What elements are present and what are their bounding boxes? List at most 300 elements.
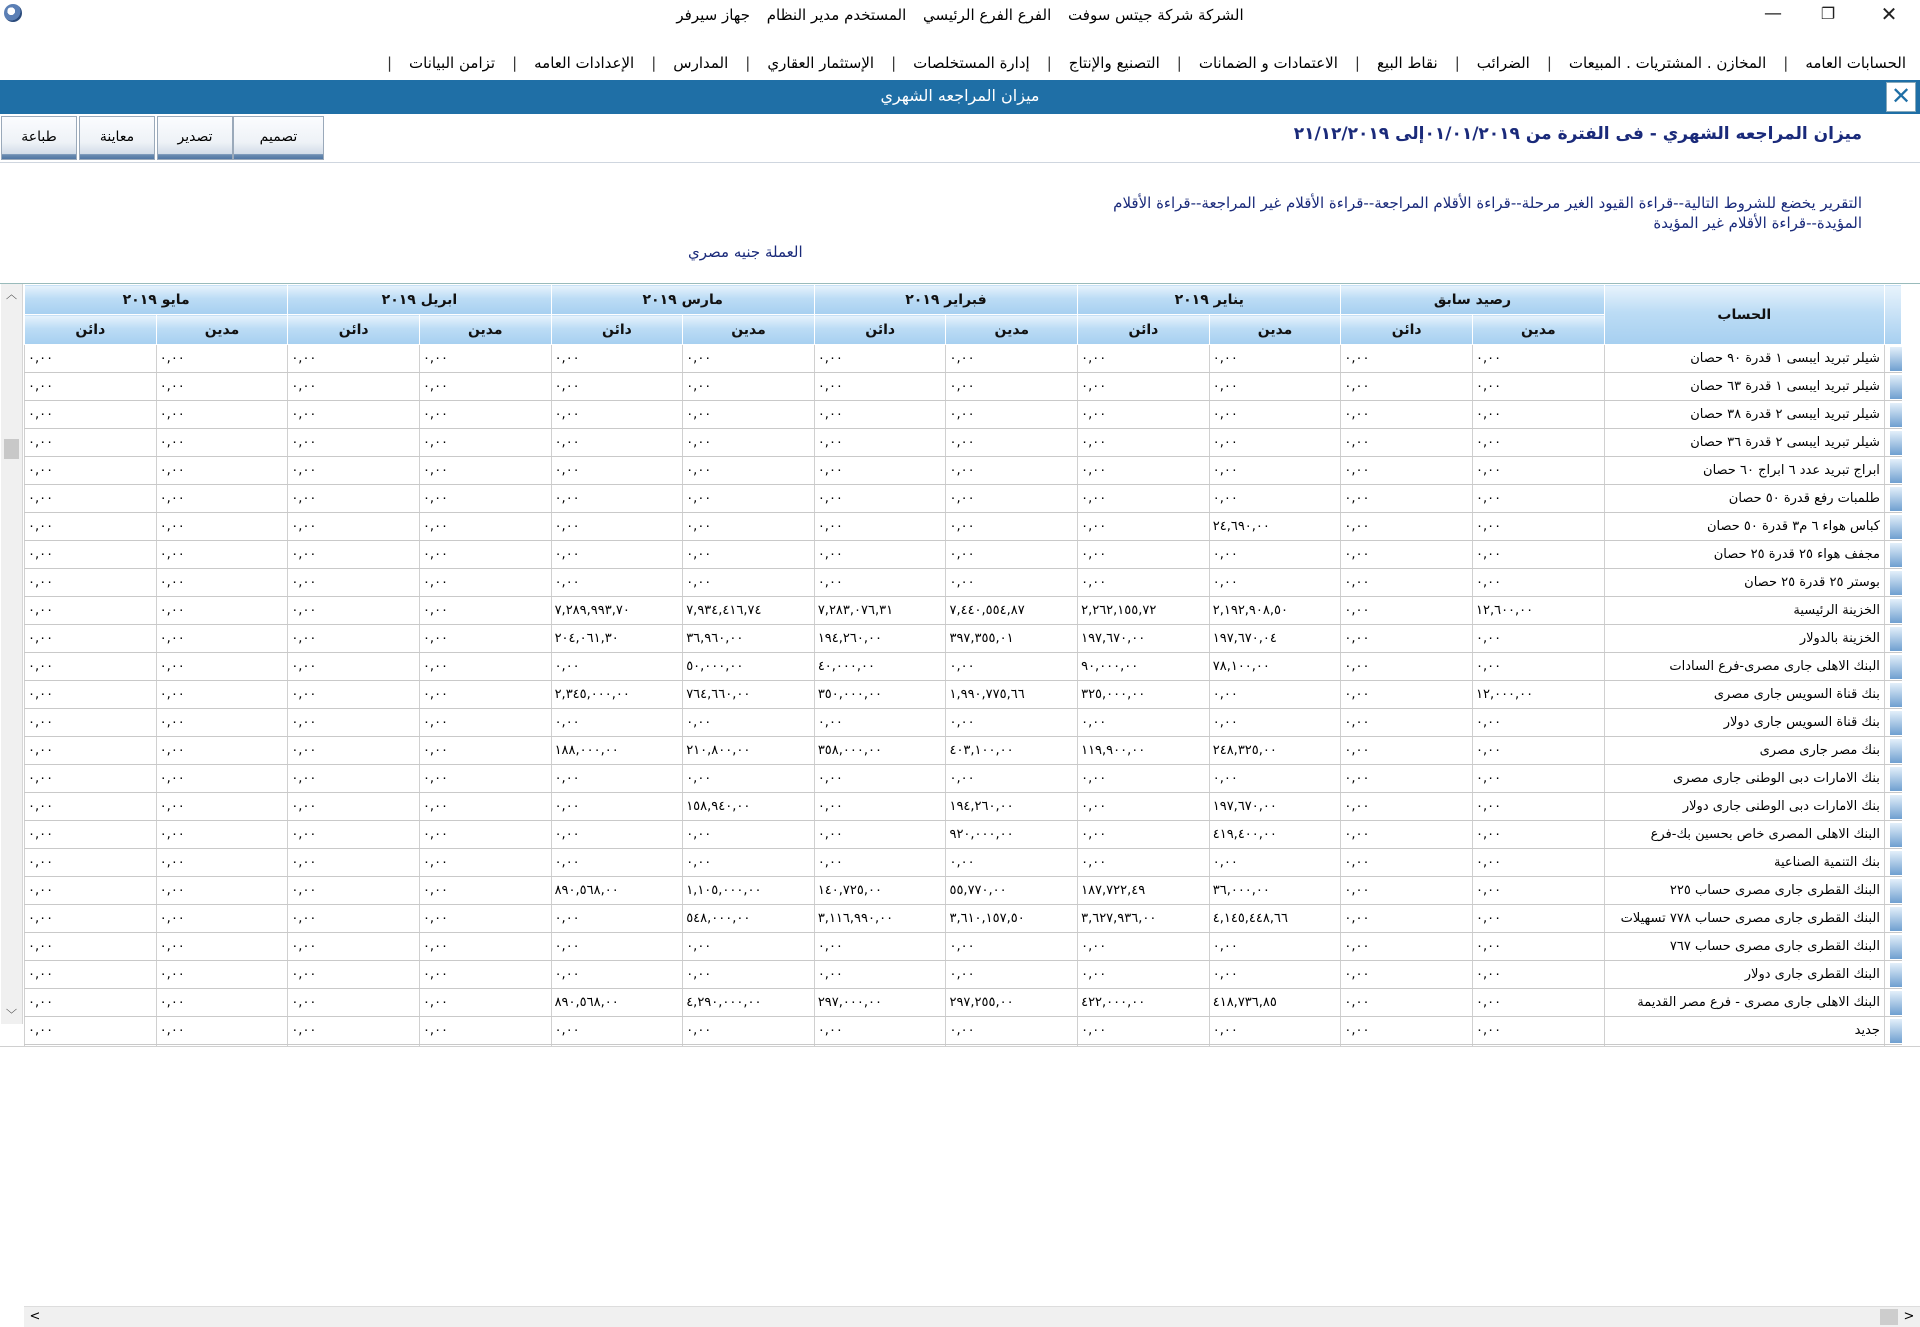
column-header-credit[interactable]: دائن [551, 315, 683, 345]
table-row[interactable] [25, 653, 1902, 681]
credit-cell: ٢٩٧,٠٠٠,٠٠ [814, 989, 946, 1017]
scroll-down-icon[interactable]: ﹀ [6, 1008, 17, 1021]
debit-cell: ٠,٠٠ [419, 541, 551, 569]
column-header-credit[interactable]: دائن [1078, 315, 1210, 345]
table-row[interactable] [25, 569, 1902, 597]
debit-cell: ٠,٠٠ [419, 345, 551, 373]
credit-cell: ٠,٠٠ [288, 625, 420, 653]
debit-cell: ٧,٤٤٠,٥٥٤,٨٧ [946, 597, 1078, 625]
credit-cell: ٠,٠٠ [25, 905, 157, 933]
column-header-debit[interactable]: مدين [156, 315, 288, 345]
menu-separator: | [1454, 54, 1460, 72]
credit-cell: ٠,٠٠ [551, 765, 683, 793]
credit-cell: ٠,٠٠ [814, 373, 946, 401]
menu-item[interactable]: التصنيع والإنتاج [1068, 54, 1160, 72]
debit-cell: ٠,٠٠ [683, 821, 815, 849]
debit-cell: ٠,٠٠ [1473, 429, 1605, 457]
debit-cell: ٠,٠٠ [419, 401, 551, 429]
debit-cell: ٣,٦١٠,١٥٧,٥٠ [946, 905, 1078, 933]
credit-cell: ٠,٠٠ [1078, 709, 1210, 737]
debit-cell: ٢٤,٦٩٠,٠٠ [1209, 513, 1341, 541]
debit-cell: ٠,٠٠ [156, 569, 288, 597]
row-selector[interactable] [1884, 737, 1901, 765]
debit-cell: ٣٦,٠٠٠,٠٠ [1209, 877, 1341, 905]
debit-cell: ١٢,٦٠٠,٠٠ [1473, 597, 1605, 625]
row-selector-icon [1890, 907, 1902, 931]
debit-cell: ٠,٠٠ [419, 681, 551, 709]
row-selector-header [1884, 285, 1901, 345]
table-row[interactable] [25, 625, 1902, 653]
menu-separator: | [1546, 54, 1552, 72]
horizontal-scrollbar[interactable] [24, 1306, 1920, 1327]
menu-separator: | [891, 54, 897, 72]
credit-cell: ٠,٠٠ [551, 849, 683, 877]
column-group-header[interactable]: رصيد سابق [1341, 285, 1604, 315]
table-row[interactable] [25, 429, 1902, 457]
debit-cell: ٠,٠٠ [156, 681, 288, 709]
menu-item[interactable]: الضرائب [1476, 54, 1530, 72]
table-row[interactable] [25, 905, 1902, 933]
design-button[interactable]: تصميم [233, 116, 324, 160]
close-report-button[interactable]: ✕ [1886, 82, 1916, 112]
row-selector[interactable] [1884, 597, 1901, 625]
credit-cell: ٩٠,٠٠٠,٠٠ [1078, 653, 1210, 681]
debit-cell: ٠,٠٠ [1473, 457, 1605, 485]
credit-cell: ٠,٠٠ [25, 373, 157, 401]
credit-cell: ٠,٠٠ [288, 709, 420, 737]
credit-cell: ٠,٠٠ [288, 345, 420, 373]
table-row[interactable] [25, 765, 1902, 793]
account-cell: البنك القطرى جارى مصرى حساب ٢٢٥ [1604, 877, 1884, 905]
debit-cell: ٠,٠٠ [1473, 989, 1605, 1017]
table-row[interactable] [25, 513, 1902, 541]
column-header-credit[interactable]: دائن [1341, 315, 1473, 345]
debit-cell: ٠,٠٠ [1209, 961, 1341, 989]
menu-item[interactable]: الإستثمار العقاري [767, 54, 875, 72]
credit-cell: ٠,٠٠ [25, 429, 157, 457]
debit-cell: ٠,٠٠ [946, 709, 1078, 737]
credit-cell: ٠,٠٠ [25, 961, 157, 989]
table-row[interactable] [25, 961, 1902, 989]
debit-cell: ٠,٠٠ [156, 513, 288, 541]
credit-cell: ٠,٠٠ [1341, 989, 1473, 1017]
account-cell: بنك قناة السويس جارى دولار [1604, 709, 1884, 737]
credit-cell: ٠,٠٠ [25, 345, 157, 373]
debit-cell: ٠,٠٠ [1473, 877, 1605, 905]
column-header-debit[interactable]: مدين [419, 315, 551, 345]
credit-cell: ٠,٠٠ [814, 513, 946, 541]
debit-cell: ٠,٠٠ [1473, 401, 1605, 429]
debit-cell: ٠,٠٠ [156, 345, 288, 373]
table-row[interactable] [25, 793, 1902, 821]
column-group-header[interactable]: فبراير ٢٠١٩ [814, 285, 1077, 315]
debit-cell: ٠,٠٠ [156, 905, 288, 933]
table-row[interactable] [25, 345, 1902, 373]
menu-item[interactable]: الإعدادات العامه [534, 54, 635, 72]
vertical-scroll-thumb[interactable] [4, 439, 19, 459]
credit-cell: ٠,٠٠ [814, 793, 946, 821]
menu-item[interactable]: إدارة المستخلصات [913, 54, 1030, 72]
title-bar [0, 0, 1920, 30]
credit-cell: ٠,٠٠ [1341, 345, 1473, 373]
row-selector-icon [1890, 655, 1902, 679]
row-selector[interactable] [1884, 709, 1901, 737]
credit-cell: ٠,٠٠ [25, 1017, 157, 1045]
row-selector[interactable] [1884, 961, 1901, 989]
account-cell: شيلر تبريد ايبسى ٢ قدرة ٣٨ حصان [1604, 401, 1884, 429]
credit-cell: ٠,٠٠ [1078, 457, 1210, 485]
row-selector[interactable] [1884, 513, 1901, 541]
credit-cell: ٠,٠٠ [288, 429, 420, 457]
row-selector-icon [1890, 683, 1902, 707]
credit-cell: ٠,٠٠ [288, 597, 420, 625]
debit-cell: ٠,٠٠ [419, 933, 551, 961]
debit-cell: ٣٩٧,٣٥٥,٠١ [946, 625, 1078, 653]
debit-cell: ٠,٠٠ [419, 1017, 551, 1045]
credit-cell: ٠,٠٠ [25, 821, 157, 849]
account-cell: جديد [1604, 1017, 1884, 1045]
account-cell: كباس هواء ٦ م٣ قدرة ٥٠ حصان [1604, 513, 1884, 541]
account-cell: الخزينة الرئيسية [1604, 597, 1884, 625]
credit-cell: ٨٩٠,٥٦٨,٠٠ [551, 989, 683, 1017]
debit-cell: ٠,٠٠ [419, 989, 551, 1017]
row-selector-icon [1890, 711, 1902, 735]
account-cell: ابراج تبريد عدد ٦ ابراج ٦٠ حصان [1604, 457, 1884, 485]
credit-cell: ٠,٠٠ [25, 401, 157, 429]
debit-cell: ٥٥,٧٧٠,٠٠ [946, 877, 1078, 905]
debit-cell: ٠,٠٠ [1209, 569, 1341, 597]
row-selector[interactable] [1884, 401, 1901, 429]
credit-cell: ٠,٠٠ [288, 373, 420, 401]
credit-cell: ٠,٠٠ [25, 933, 157, 961]
currency-label: العملة جنيه مصري [688, 243, 803, 261]
account-cell: بنك الامارات دبى الوطنى جارى مصرى [1604, 765, 1884, 793]
title-device: جهاز سيرفر [676, 6, 750, 24]
row-selector[interactable] [1884, 681, 1901, 709]
debit-cell: ٠,٠٠ [156, 541, 288, 569]
row-selector[interactable] [1884, 653, 1901, 681]
row-selector[interactable] [1884, 541, 1901, 569]
scroll-left-icon[interactable]: < [29, 1309, 41, 1324]
row-selector-icon [1890, 963, 1902, 987]
row-selector[interactable] [1884, 793, 1901, 821]
credit-cell: ٠,٠٠ [288, 737, 420, 765]
table-row[interactable] [25, 1017, 1902, 1045]
credit-cell: ٠,٠٠ [1078, 933, 1210, 961]
debit-cell: ٠,٠٠ [683, 457, 815, 485]
credit-cell: ٠,٠٠ [288, 821, 420, 849]
credit-cell: ٠,٠٠ [1078, 541, 1210, 569]
credit-cell: ٠,٠٠ [1341, 821, 1473, 849]
credit-cell: ٠,٠٠ [1341, 401, 1473, 429]
debit-cell: ٠,٠٠ [946, 541, 1078, 569]
column-header-credit[interactable]: دائن [25, 315, 157, 345]
credit-cell: ٠,٠٠ [1078, 765, 1210, 793]
row-selector[interactable] [1884, 625, 1901, 653]
column-group-header[interactable]: ابريل ٢٠١٩ [288, 285, 551, 315]
debit-cell: ١٥٨,٩٤٠,٠٠ [683, 793, 815, 821]
credit-cell: ٠,٠٠ [25, 989, 157, 1017]
credit-cell: ٠,٠٠ [814, 821, 946, 849]
account-cell: البنك القطرى جارى مصرى حساب ٧٦٧ [1604, 933, 1884, 961]
window-title [0, 6, 1920, 24]
credit-cell: ٠,٠٠ [25, 569, 157, 597]
trial-balance-grid [0, 283, 1920, 1324]
account-cell: بنك مصر جارى مصرى [1604, 737, 1884, 765]
credit-cell: ٠,٠٠ [25, 793, 157, 821]
column-header-debit[interactable]: مدين [683, 315, 815, 345]
credit-cell: ٠,٠٠ [288, 933, 420, 961]
debit-cell: ٠,٠٠ [946, 765, 1078, 793]
credit-cell: ٠,٠٠ [1341, 485, 1473, 513]
account-cell: البنك القطرى جارى دولار [1604, 961, 1884, 989]
debit-cell: ٠,٠٠ [946, 401, 1078, 429]
row-selector[interactable] [1884, 485, 1901, 513]
debit-cell: ٢١٠,٨٠٠,٠٠ [683, 737, 815, 765]
credit-cell: ٠,٠٠ [288, 765, 420, 793]
credit-cell: ٠,٠٠ [25, 625, 157, 653]
debit-cell: ٠,٠٠ [683, 513, 815, 541]
row-selector-icon [1890, 431, 1902, 455]
row-selector-icon [1890, 403, 1902, 427]
menu-item[interactable]: المخازن . المشتريات . المبيعات [1568, 54, 1767, 72]
credit-cell: ٠,٠٠ [1341, 849, 1473, 877]
table-row[interactable] [25, 737, 1902, 765]
scroll-up-icon[interactable]: ︿ [6, 288, 17, 301]
credit-cell: ٠,٠٠ [1341, 709, 1473, 737]
table-row[interactable] [25, 373, 1902, 401]
debit-cell: ٠,٠٠ [419, 569, 551, 597]
credit-cell: ٠,٠٠ [1078, 1017, 1210, 1045]
credit-cell: ٠,٠٠ [551, 457, 683, 485]
debit-cell: ٠,٠٠ [156, 485, 288, 513]
row-selector[interactable] [1884, 765, 1901, 793]
row-selector[interactable] [1884, 1017, 1901, 1045]
debit-cell: ٠,٠٠ [1473, 653, 1605, 681]
column-header-debit[interactable]: مدين [1473, 315, 1605, 345]
credit-cell: ٣٥٨,٠٠٠,٠٠ [814, 737, 946, 765]
credit-cell: ٠,٠٠ [1341, 373, 1473, 401]
credit-cell: ٤٠,٠٠٠,٠٠ [814, 653, 946, 681]
credit-cell: ٣٢٥,٠٠٠,٠٠ [1078, 681, 1210, 709]
credit-cell: ٠,٠٠ [288, 653, 420, 681]
debit-cell: ٠,٠٠ [683, 933, 815, 961]
debit-cell: ٠,٠٠ [156, 373, 288, 401]
debit-cell: ٠,٠٠ [1209, 345, 1341, 373]
table-row[interactable] [25, 989, 1902, 1017]
column-header-account[interactable]: الحساب [1604, 285, 1884, 345]
credit-cell: ٠,٠٠ [1341, 597, 1473, 625]
debit-cell: ٠,٠٠ [683, 429, 815, 457]
table-row[interactable] [25, 709, 1902, 737]
row-selector-icon [1890, 739, 1902, 763]
credit-cell: ٠,٠٠ [814, 849, 946, 877]
debit-cell: ٠,٠٠ [683, 961, 815, 989]
row-selector[interactable] [1884, 429, 1901, 457]
debit-cell: ٠,٠٠ [419, 961, 551, 989]
table-row[interactable] [25, 541, 1902, 569]
debit-cell: ٧٨,١٠٠,٠٠ [1209, 653, 1341, 681]
debit-cell: ٠,٠٠ [419, 877, 551, 905]
table-row[interactable] [25, 401, 1902, 429]
account-cell: مجفف هواء ٢٥ قدرة ٢٥ حصان [1604, 541, 1884, 569]
table-row[interactable] [25, 849, 1902, 877]
debit-cell: ٠,٠٠ [156, 765, 288, 793]
credit-cell: ٣,٦٢٧,٩٣٦,٠٠ [1078, 905, 1210, 933]
row-selector[interactable] [1884, 821, 1901, 849]
account-cell: شيلر تبريد ايبسى ١ قدرة ٩٠ حصان [1604, 345, 1884, 373]
debit-cell: ١٩٧,٦٧٠,٠٠ [1209, 793, 1341, 821]
table-row[interactable] [25, 681, 1902, 709]
menu-item[interactable]: الاعتمادات و الضمانات [1198, 54, 1338, 72]
debit-cell: ٠,٠٠ [1209, 401, 1341, 429]
debit-cell: ٠,٠٠ [683, 765, 815, 793]
credit-cell: ٠,٠٠ [1341, 429, 1473, 457]
table-row[interactable] [25, 597, 1902, 625]
credit-cell: ٠,٠٠ [551, 541, 683, 569]
row-selector[interactable] [1884, 345, 1901, 373]
debit-cell: ٠,٠٠ [1209, 429, 1341, 457]
credit-cell: ٠,٠٠ [814, 457, 946, 485]
debit-cell: ٤,١٤٥,٤٤٨,٦٦ [1209, 905, 1341, 933]
column-header-credit[interactable]: دائن [814, 315, 946, 345]
account-cell: طلمبات رفع قدرة ٥٠ حصان [1604, 485, 1884, 513]
credit-cell: ٠,٠٠ [551, 821, 683, 849]
column-group-header[interactable]: يناير ٢٠١٩ [1078, 285, 1341, 315]
credit-cell: ٠,٠٠ [1078, 485, 1210, 513]
debit-cell: ٠,٠٠ [1473, 905, 1605, 933]
debit-cell: ٠,٠٠ [419, 373, 551, 401]
debit-cell: ٠,٠٠ [1473, 793, 1605, 821]
credit-cell: ٠,٠٠ [551, 961, 683, 989]
debit-cell: ٠,٠٠ [419, 429, 551, 457]
print-button[interactable]: طباعة [1, 116, 77, 160]
row-selector[interactable] [1884, 989, 1901, 1017]
menu-item[interactable]: تزامن البيانات [409, 54, 496, 72]
debit-cell: ٠,٠٠ [1209, 541, 1341, 569]
column-group-header[interactable]: مارس ٢٠١٩ [551, 285, 814, 315]
account-cell: البنك القطرى جارى مصرى حساب ٧٧٨ تسهيلات [1604, 905, 1884, 933]
row-selector[interactable] [1884, 905, 1901, 933]
credit-cell: ٠,٠٠ [1341, 905, 1473, 933]
debit-cell: ٠,٠٠ [156, 989, 288, 1017]
credit-cell: ٠,٠٠ [288, 849, 420, 877]
account-cell: بنك قناة السويس جارى مصرى [1604, 681, 1884, 709]
menu-item[interactable]: المدارس [673, 54, 729, 72]
debit-cell: ٠,٠٠ [1209, 709, 1341, 737]
credit-cell: ٠,٠٠ [288, 877, 420, 905]
credit-cell: ٠,٠٠ [1341, 457, 1473, 485]
table-row[interactable] [25, 877, 1902, 905]
menu-separator: | [1354, 54, 1360, 72]
row-selector[interactable] [1884, 569, 1901, 597]
debit-cell: ٠,٠٠ [1209, 485, 1341, 513]
table-row[interactable] [25, 457, 1902, 485]
debit-cell: ٠,٠٠ [946, 653, 1078, 681]
table-row[interactable] [25, 821, 1902, 849]
credit-cell: ٠,٠٠ [1078, 849, 1210, 877]
main-menu-bar [0, 50, 1920, 80]
credit-cell: ٢٠٤,٠٦١,٣٠ [551, 625, 683, 653]
debit-cell: ١٩٤,٢٦٠,٠٠ [946, 793, 1078, 821]
debit-cell: ٠,٠٠ [419, 793, 551, 821]
credit-cell: ٠,٠٠ [1078, 401, 1210, 429]
debit-cell: ٠,٠٠ [946, 961, 1078, 989]
debit-cell: ٠,٠٠ [1473, 933, 1605, 961]
scroll-right-icon[interactable]: > [1903, 1309, 1915, 1324]
debit-cell: ١٢,٠٠٠,٠٠ [1473, 681, 1605, 709]
debit-cell: ٠,٠٠ [1209, 849, 1341, 877]
credit-cell: ٠,٠٠ [1341, 541, 1473, 569]
row-selector-icon [1890, 347, 1902, 371]
menu-item[interactable]: الحسابات العامه [1805, 54, 1906, 72]
account-cell: بنك الامارات دبى الوطنى جارى دولار [1604, 793, 1884, 821]
debit-cell: ٠,٠٠ [1473, 709, 1605, 737]
table-row[interactable] [25, 485, 1902, 513]
column-group-header[interactable]: مايو ٢٠١٩ [25, 285, 288, 315]
credit-cell: ١٨٨,٠٠٠,٠٠ [551, 737, 683, 765]
status-bar [0, 1046, 1920, 1081]
debit-cell: ٠,٠٠ [156, 625, 288, 653]
row-selector[interactable] [1884, 933, 1901, 961]
debit-cell: ٠,٠٠ [946, 429, 1078, 457]
report-conditions: التقرير يخضع للشروط التالية--قراءة القيود الغير مرحلة--قراءة الأقلام المراجعة--قراءة الأقلام غير المراجعة--قراءة الأقلام المؤيدة--قراءة الأقلام غير المؤيدة [1113, 194, 1862, 232]
account-cell: البنك الاهلى جارى مصرى - فرع مصر القديمة [1604, 989, 1884, 1017]
minimize-button[interactable]: — [1764, 3, 1782, 24]
column-header-credit[interactable]: دائن [288, 315, 420, 345]
close-window-button[interactable]: ✕ [1880, 2, 1898, 26]
credit-cell: ٠,٠٠ [551, 401, 683, 429]
row-selector[interactable] [1884, 877, 1901, 905]
credit-cell: ٠,٠٠ [1078, 793, 1210, 821]
preview-button[interactable]: معاينة [79, 116, 155, 160]
debit-cell: ٠,٠٠ [946, 1017, 1078, 1045]
debit-cell: ٠,٠٠ [1473, 737, 1605, 765]
credit-cell: ٠,٠٠ [1341, 513, 1473, 541]
row-selector-icon [1890, 543, 1902, 567]
trial-balance-table [24, 284, 1902, 1073]
menu-item[interactable]: نقاط البيع [1376, 54, 1438, 72]
maximize-button[interactable]: ❐ [1820, 4, 1836, 23]
credit-cell: ٧,٢٨٣,٠٧٦,٣١ [814, 597, 946, 625]
credit-cell: ٠,٠٠ [814, 709, 946, 737]
horizontal-scroll-thumb[interactable] [1880, 1309, 1898, 1325]
debit-cell: ٠,٠٠ [683, 1017, 815, 1045]
credit-cell: ٠,٠٠ [551, 345, 683, 373]
credit-cell: ٠,٠٠ [1341, 1017, 1473, 1045]
credit-cell: ٠,٠٠ [1341, 625, 1473, 653]
row-selector-icon [1890, 991, 1902, 1015]
row-selector[interactable] [1884, 373, 1901, 401]
credit-cell: ٠,٠٠ [814, 1017, 946, 1045]
credit-cell: ٠,٠٠ [814, 933, 946, 961]
menu-separator: | [512, 54, 518, 72]
table-row[interactable] [25, 933, 1902, 961]
column-header-debit[interactable]: مدين [946, 315, 1078, 345]
export-button[interactable]: تصدير [157, 116, 233, 160]
column-header-debit[interactable]: مدين [1209, 315, 1341, 345]
row-selector[interactable] [1884, 849, 1901, 877]
debit-cell: ٤١٨,٧٣٦,٨٥ [1209, 989, 1341, 1017]
row-selector[interactable] [1884, 457, 1901, 485]
credit-cell: ٠,٠٠ [288, 569, 420, 597]
debit-cell: ٠,٠٠ [156, 793, 288, 821]
title-user: المستخدم مدير النظام [766, 6, 907, 24]
credit-cell: ٠,٠٠ [25, 681, 157, 709]
credit-cell: ٠,٠٠ [814, 485, 946, 513]
vertical-scrollbar[interactable] [1, 284, 23, 1024]
credit-cell: ٠,٠٠ [1078, 345, 1210, 373]
